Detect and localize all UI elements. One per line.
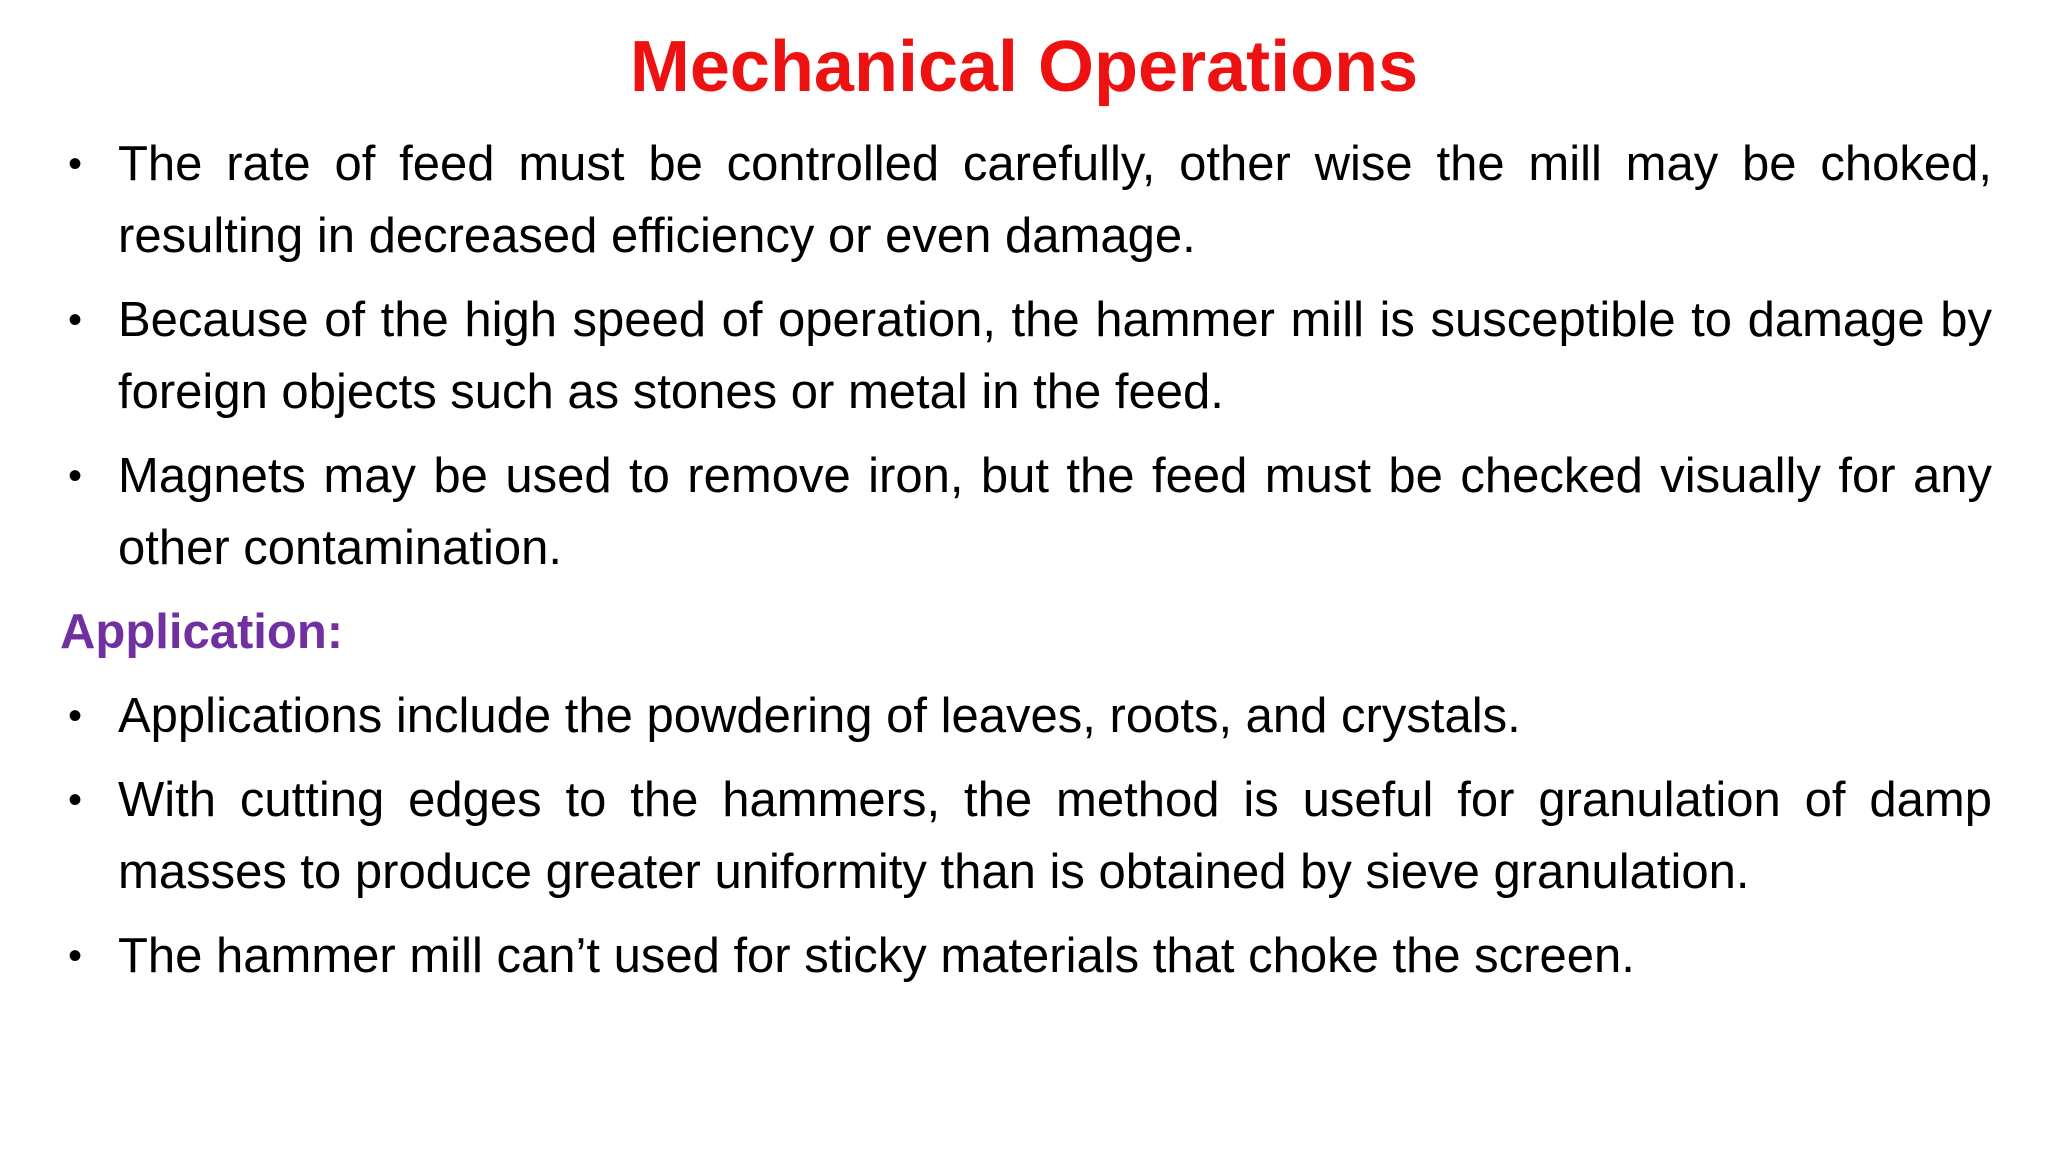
bullet-text: The hammer mill can’t used for sticky materials that choke the screen. xyxy=(118,929,1635,983)
bullet-item xyxy=(60,440,1992,584)
bullet-item xyxy=(60,680,1992,752)
bullet-icon: • xyxy=(68,454,83,498)
bullet-item xyxy=(60,920,1992,992)
bullet-text: Applications include the powdering of leaves, roots, and crystals. xyxy=(118,689,1521,743)
bullet-text: Magnets may be used to remove iron, but the feed must be checked visually for any other contamination. xyxy=(118,449,1992,575)
bullet-icon: • xyxy=(68,778,83,822)
application-heading: Application: xyxy=(60,605,344,659)
bullet-list-operations xyxy=(60,128,1992,584)
bullet-icon: • xyxy=(68,934,83,978)
bullet-item xyxy=(60,128,1992,272)
bullet-text: The rate of feed must be controlled carefully, other wise the mill may be choked, resulting in decreased efficiency or even damage. xyxy=(118,137,1992,263)
slide-content xyxy=(60,128,1992,1004)
bullet-item xyxy=(60,764,1992,908)
slide-title: Mechanical Operations xyxy=(629,27,1419,107)
bullet-list-application xyxy=(60,680,1992,992)
bullet-icon: • xyxy=(68,142,83,186)
bullet-text: Because of the high speed of operation, the hammer mill is susceptible to damage by foreign objects such as stones or metal in the feed. xyxy=(118,293,1992,419)
bullet-icon: • xyxy=(68,298,83,342)
bullet-icon: • xyxy=(68,694,83,738)
bullet-item xyxy=(60,284,1992,428)
bullet-text: With cutting edges to the hammers, the method is useful for granulation of damp masses to produce greater uniformity than is obtained by sieve granulation. xyxy=(118,773,1992,899)
